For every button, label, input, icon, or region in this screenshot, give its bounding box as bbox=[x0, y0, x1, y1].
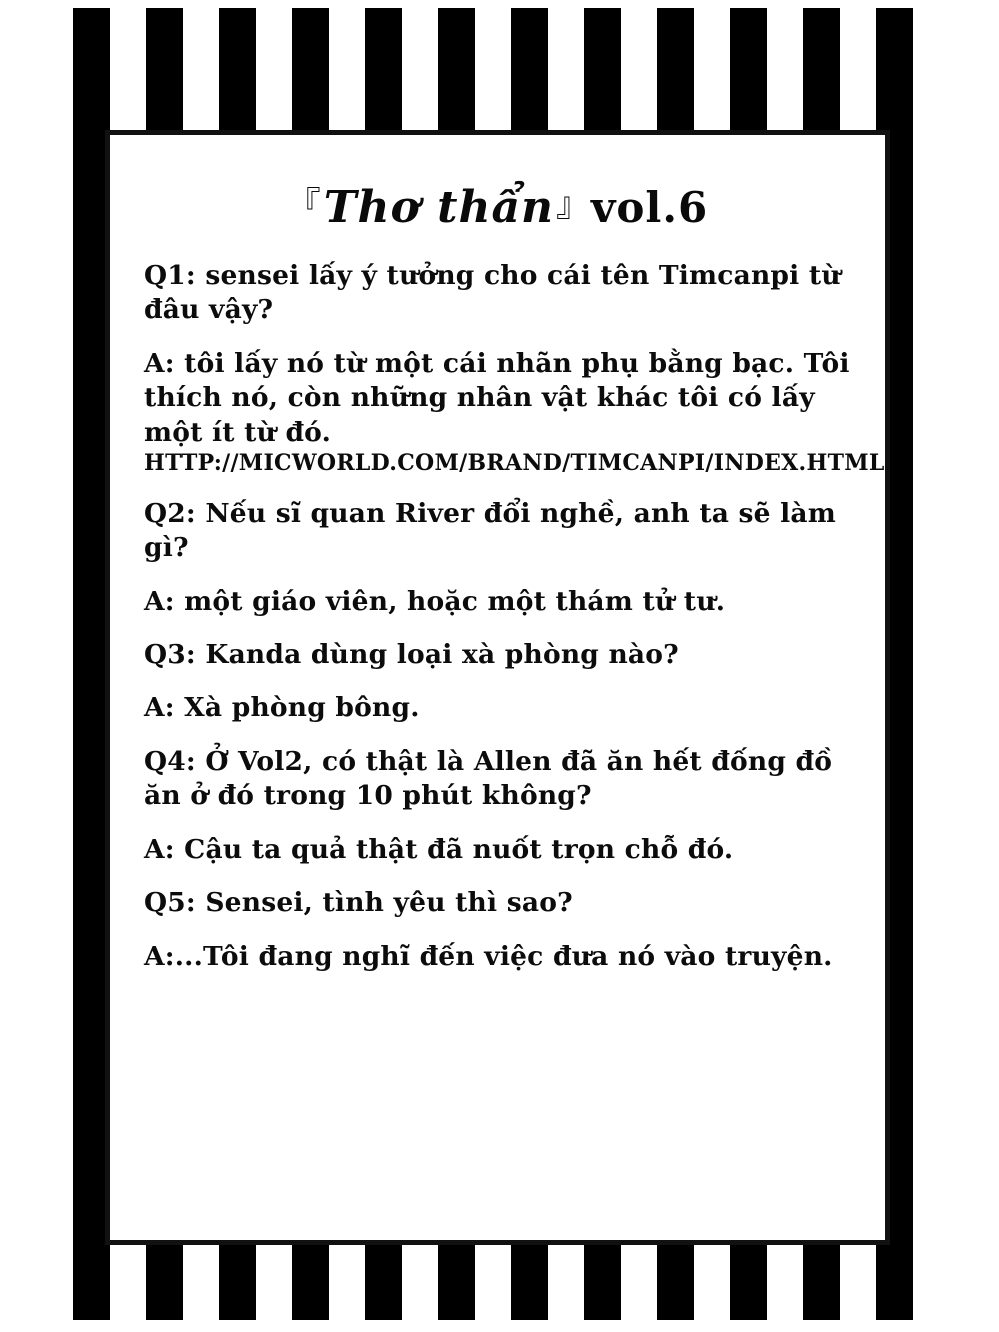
qa-answer-5 bbox=[144, 940, 851, 974]
qa-answer-3 bbox=[144, 691, 851, 725]
left-margin bbox=[0, 0, 73, 1332]
title-main: Thơ thẩn bbox=[323, 182, 554, 233]
qa-entry-4 bbox=[144, 745, 851, 814]
answer-text: A: Xà phòng bông. bbox=[144, 692, 420, 724]
page-title bbox=[144, 177, 851, 233]
qa-entry-2 bbox=[144, 497, 851, 566]
bracket-close-icon: 』 bbox=[556, 185, 591, 225]
qa-answer-1 bbox=[144, 347, 885, 478]
qa-panel bbox=[105, 130, 890, 1245]
title-volume: vol.6 bbox=[591, 183, 709, 232]
question-text: Q2: Nếu sĩ quan River đổi nghề, anh ta sẽ làm gì? bbox=[144, 497, 837, 564]
reference-url: HTTP://MICWORLD.COM/BRAND/TIMCANPI/INDEX.HTML bbox=[144, 450, 885, 477]
qa-entry-3 bbox=[144, 638, 851, 672]
answer-text: A: một giáo viên, hoặc một thám tử tư. bbox=[144, 585, 726, 617]
question-text: Q1: sensei lấy ý tưởng cho cái tên Timcanpi từ đâu vậy? bbox=[144, 260, 841, 326]
bracket-open-icon: 『 bbox=[286, 185, 322, 225]
top-margin bbox=[0, 0, 999, 8]
answer-text: A: tôi lấy nó từ một cái nhãn phụ bằng bạc. Tôi thích nó, còn những nhân vật khác tôi có lấy một ít từ đó. bbox=[144, 347, 850, 448]
question-text: Q5: Sensei, tình yêu thì sao? bbox=[144, 887, 573, 919]
answer-text: A: Cậu ta quả thật đã nuốt trọn chỗ đó. bbox=[144, 833, 734, 865]
answer-text: A:...Tôi đang nghĩ đến việc đưa nó vào truyện. bbox=[144, 940, 833, 972]
qa-entry-1 bbox=[144, 259, 851, 328]
right-margin bbox=[919, 0, 999, 1332]
question-text: Q4: Ở Vol2, có thật là Allen đã ăn hết đống đồ ăn ở đó trong 10 phút không? bbox=[144, 745, 833, 812]
question-text: Q3: Kanda dùng loại xà phòng nào? bbox=[144, 639, 679, 670]
bottom-margin bbox=[0, 1320, 999, 1332]
qa-entry-5 bbox=[144, 886, 851, 920]
qa-answer-2 bbox=[144, 585, 851, 619]
qa-answer-4 bbox=[144, 833, 851, 867]
